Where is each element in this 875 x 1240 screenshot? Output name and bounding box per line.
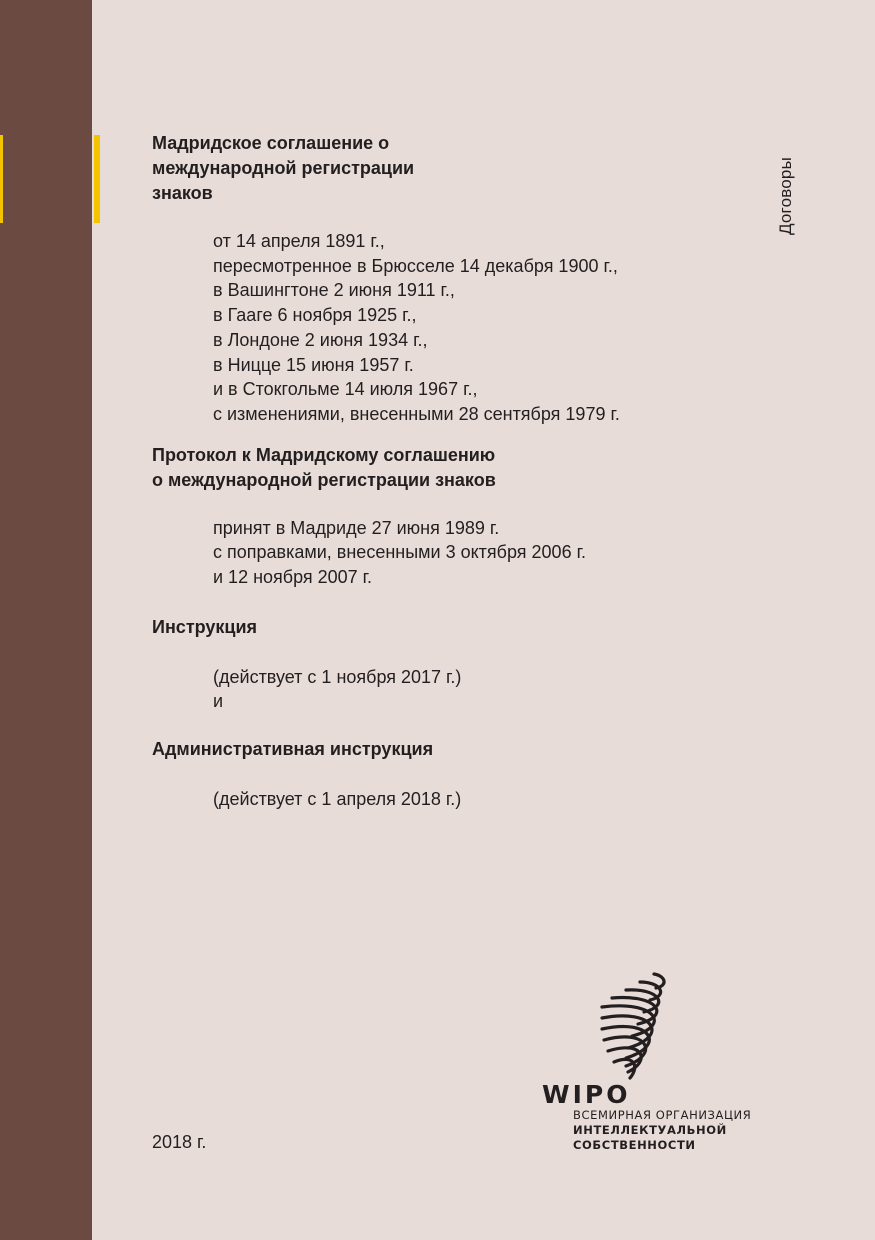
details-protocol <box>152 516 762 590</box>
heading-madrid-agreement <box>152 131 762 206</box>
detail-line: пересмотренное в Брюсселе 14 декабря 1900 г., <box>213 255 618 276</box>
details-madrid-agreement <box>152 229 762 427</box>
org-name-line: ВСЕМИРНАЯ ОРГАНИЗАЦИЯ <box>573 1108 752 1122</box>
heading-regulations <box>152 615 762 640</box>
side-label: Договоры <box>776 156 795 235</box>
detail-line: с изменениями, внесенными 28 сентября 1979 г. <box>213 403 620 424</box>
heading-line: Административная инструкция <box>152 739 434 760</box>
detail-line: и в Стокгольме 14 июля 1967 г., <box>213 379 478 400</box>
heading-line: знаков <box>152 183 213 203</box>
heading-administrative-instructions <box>152 737 762 762</box>
detail-line: в Лондоне 2 июня 1934 г., <box>213 329 428 350</box>
org-name-line: ИНТЕЛЛЕКТУАЛЬНОЙ <box>573 1123 727 1137</box>
heading-line: международной регистрации <box>152 158 415 178</box>
detail-line: принят в Мадриде 27 июня 1989 г. <box>213 517 500 538</box>
details-regulations <box>152 665 762 714</box>
detail-line: (действует с 1 апреля 2018 г.) <box>213 789 462 810</box>
accent-bar-left <box>0 135 3 223</box>
org-name-line: СОБСТВЕННОСТИ <box>573 1138 696 1152</box>
heading-line: о международной регистрации знаков <box>152 469 496 490</box>
heading-line: Мадридское соглашение о <box>152 133 390 153</box>
detail-line: в Ницце 15 июня 1957 г. <box>213 354 414 375</box>
accent-bar <box>94 135 100 223</box>
wipo-logo <box>540 972 800 1162</box>
heading-protocol <box>152 443 762 493</box>
publication-year: 2018 г. <box>152 1132 207 1152</box>
detail-line: с поправками, внесенными 3 октября 2006 г. <box>213 542 586 563</box>
detail-line: и 12 ноября 2007 г. <box>213 567 373 588</box>
detail-line: в Вашингтоне 2 июня 1911 г., <box>213 280 455 301</box>
wipo-organization-name <box>573 1108 751 1153</box>
details-administrative-instructions <box>152 787 762 812</box>
wipo-wordmark: WIPO <box>542 1080 631 1109</box>
detail-line: (действует с 1 ноября 2017 г.) <box>213 666 462 687</box>
left-color-band <box>0 0 92 1240</box>
title-block <box>152 131 762 812</box>
detail-line: в Гааге 6 ноября 1925 г., <box>213 305 417 326</box>
wipo-emblem-icon <box>570 972 680 1082</box>
detail-line: от 14 апреля 1891 г., <box>213 231 385 251</box>
heading-line: Протокол к Мадридскому соглашению <box>152 444 496 465</box>
detail-line: и <box>213 691 224 712</box>
heading-line: Инструкция <box>152 616 258 637</box>
